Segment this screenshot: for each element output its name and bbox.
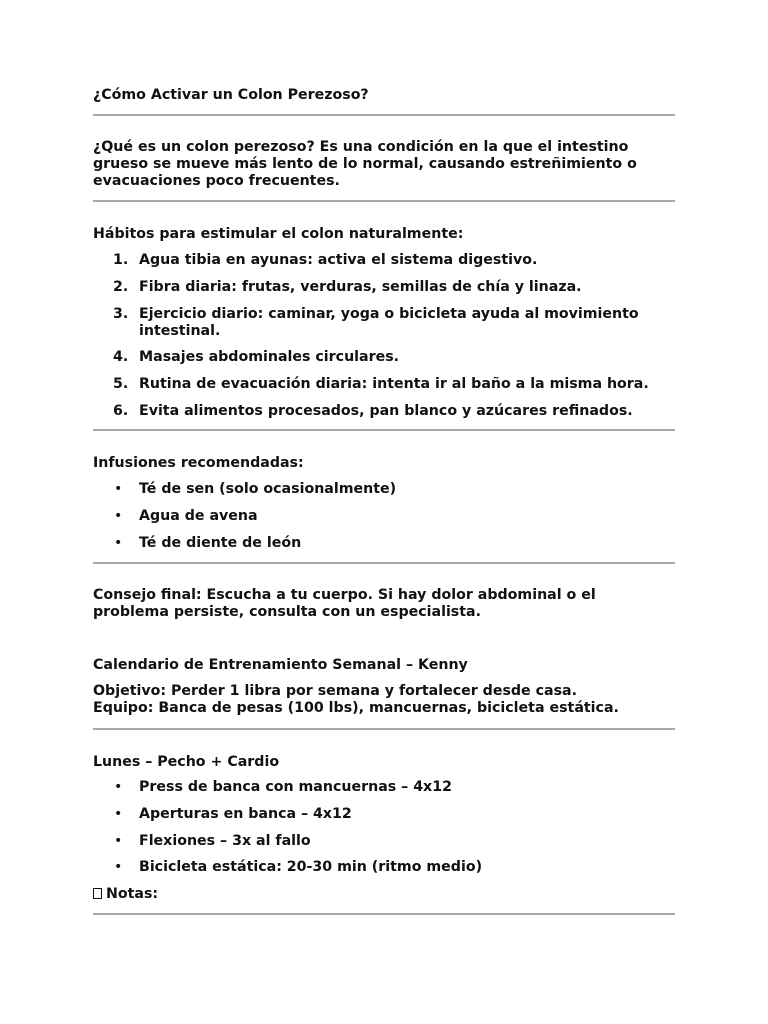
infusions-list	[93, 481, 675, 561]
list-item-text: Té de diente de león	[139, 534, 302, 551]
intro-paragraph	[93, 139, 675, 190]
divider	[93, 200, 675, 202]
document-title: ¿Cómo Activar un Colon Perezoso?	[93, 87, 369, 103]
calendar-details	[93, 683, 675, 717]
bullet-icon: •	[114, 859, 123, 876]
calendar-title: Calendario de Entrenamiento Semanal – Kenny	[93, 657, 468, 673]
infusions-heading: Infusiones recomendadas:	[93, 455, 304, 471]
monday-heading: Lunes – Pecho + Cardio	[93, 754, 280, 770]
list-item-text: Evita alimentos procesados, pan blanco y azúcares refinados.	[139, 402, 633, 419]
calendar-equipment: Equipo: Banca de pesas (100 lbs), mancuernas, bicicleta estática.	[93, 700, 619, 716]
list-item	[93, 481, 675, 498]
list-number: 6.	[113, 402, 129, 419]
missing-glyph-icon	[93, 888, 102, 899]
list-item-text: Aperturas en banca – 4x12	[139, 805, 352, 822]
list-item-text: Flexiones – 3x al fallo	[139, 832, 311, 849]
list-number: 4.	[113, 349, 129, 366]
bullet-icon: •	[114, 832, 123, 849]
intro-line: ¿Qué es un colon perezoso? Es una condición en la que el intestino	[93, 139, 629, 155]
list-item-text: Té de sen (solo ocasionalmente)	[139, 481, 397, 497]
calendar-objective: Objetivo: Perder 1 libra por semana y fortalecer desde casa.	[93, 683, 578, 699]
list-item	[93, 376, 675, 393]
notes-label: Notas:	[106, 886, 159, 902]
habits-heading: Hábitos para estimular el colon naturalmente:	[93, 226, 464, 242]
list-number: 2.	[113, 278, 129, 295]
bullet-icon: •	[114, 534, 123, 551]
bullet-icon: •	[114, 805, 123, 822]
monday-list	[93, 779, 675, 886]
list-item-text: Masajes abdominales circulares.	[139, 349, 400, 366]
list-item	[93, 306, 675, 340]
divider	[93, 562, 675, 564]
intro-line: evacuaciones poco frecuentes.	[93, 173, 340, 189]
advice-line: problema persiste, consulta con un especialista.	[93, 604, 482, 620]
list-item	[93, 779, 675, 796]
list-item-text: Fibra diaria: frutas, verduras, semillas de chía y linaza.	[139, 278, 582, 295]
list-item-text: Rutina de evacuación diaria: intenta ir al baño a la misma hora.	[139, 376, 649, 393]
list-number: 1.	[113, 252, 129, 268]
list-number: 3.	[113, 305, 129, 322]
list-number: 5.	[113, 376, 129, 393]
advice-paragraph	[93, 587, 675, 621]
list-item	[93, 508, 675, 525]
list-item	[93, 833, 675, 850]
list-item	[93, 252, 675, 269]
list-item	[93, 535, 675, 552]
divider	[93, 728, 675, 730]
list-item-text: Ejercicio diario: caminar, yoga o bicicleta ayuda al movimiento	[139, 305, 639, 322]
bullet-icon: •	[114, 481, 123, 497]
list-item	[93, 859, 675, 876]
bullet-icon: •	[114, 779, 123, 795]
bullet-icon: •	[114, 507, 123, 524]
list-item-text: Press de banca con mancuernas – 4x12	[139, 779, 452, 795]
notes-line	[93, 886, 675, 903]
list-item	[93, 806, 675, 823]
divider	[93, 429, 675, 431]
habits-list	[93, 252, 675, 430]
list-item-text: Bicicleta estática: 20-30 min (ritmo medio)	[139, 859, 483, 876]
list-item	[93, 403, 675, 420]
divider	[93, 114, 675, 116]
list-item	[93, 349, 675, 366]
divider	[93, 913, 675, 915]
advice-line: Consejo final: Escucha a tu cuerpo. Si hay dolor abdominal o el	[93, 587, 596, 603]
list-item-text: Agua tibia en ayunas: activa el sistema digestivo.	[139, 252, 538, 268]
list-item-text: Agua de avena	[139, 507, 258, 524]
intro-line: grueso se mueve más lento de lo normal, causando estreñimiento o	[93, 156, 637, 172]
list-item	[93, 279, 675, 296]
list-item-text: intestinal.	[139, 322, 221, 339]
